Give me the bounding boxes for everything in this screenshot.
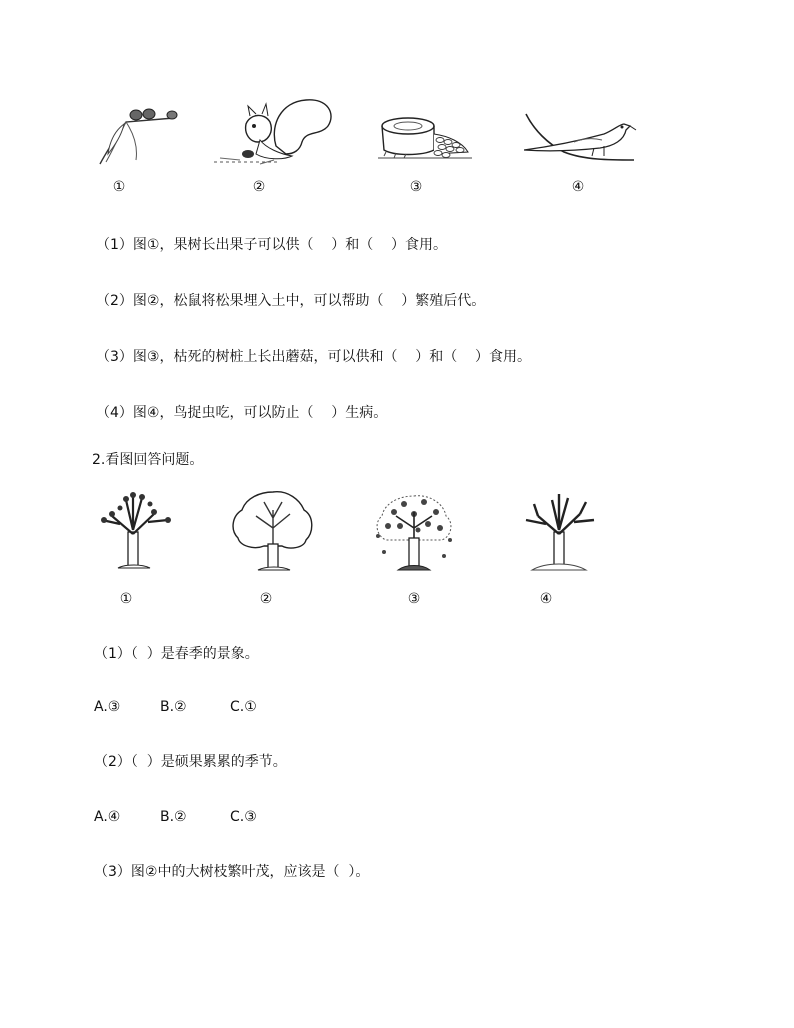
picture-label-2: ② xyxy=(252,179,266,195)
fruit-branch-icon xyxy=(96,104,188,168)
question-1-3: （3）图③，枯死的树桩上长出蘑菇，可以供和（ ）和（ ）食用。 xyxy=(96,349,532,365)
picture-label-3: ③ xyxy=(409,179,423,195)
question-2-1-option-a: A.③ xyxy=(94,699,121,715)
question-2-2-option-b: B.② xyxy=(160,809,187,825)
tree-full-canopy-icon xyxy=(230,488,316,576)
tree-bare-icon xyxy=(516,490,602,576)
question-2-1: （1）（ ）是春季的景象。 xyxy=(94,646,259,662)
tree-label-4: ④ xyxy=(539,591,553,607)
tree-label-3: ③ xyxy=(407,591,421,607)
bird-picture xyxy=(524,110,638,166)
tree-label-2: ② xyxy=(259,591,273,607)
tree-label-1: ① xyxy=(119,591,133,607)
question-2-3: （3）图②中的大树枝繁叶茂，应该是（ ）。 xyxy=(94,864,370,880)
tree-summer-picture xyxy=(230,488,316,576)
tree-bare-buds-icon xyxy=(92,490,176,576)
tree-autumn-picture xyxy=(370,490,458,576)
fruit-branch-picture xyxy=(96,104,188,168)
tree-spring-picture xyxy=(92,490,176,576)
bird-icon xyxy=(524,110,638,166)
question-1-4: （4）图④，鸟捉虫吃，可以防止（ ）生病。 xyxy=(96,405,388,421)
tree-stump-icon xyxy=(378,112,474,162)
tree-winter-picture xyxy=(516,490,602,576)
question-2-1-option-c: C.① xyxy=(230,699,257,715)
tree-stump-picture xyxy=(378,112,474,162)
picture-label-4: ④ xyxy=(571,179,585,195)
squirrel-icon xyxy=(210,96,340,168)
picture-label-1: ① xyxy=(112,179,126,195)
tree-falling-leaves-icon xyxy=(370,490,458,576)
squirrel-picture xyxy=(210,96,340,168)
question-2-2-option-a: A.④ xyxy=(94,809,121,825)
section-2-title: 2.看图回答问题。 xyxy=(92,452,204,468)
question-2-2: （2）（ ）是硕果累累的季节。 xyxy=(94,754,287,770)
question-2-2-option-c: C.③ xyxy=(230,809,257,825)
question-1-1: （1）图①，果树长出果子可以供（ ）和（ ）食用。 xyxy=(96,237,448,253)
question-2-1-option-b: B.② xyxy=(160,699,187,715)
question-1-2: （2）图②，松鼠将松果埋入土中，可以帮助（ ）繁殖后代。 xyxy=(96,293,486,309)
